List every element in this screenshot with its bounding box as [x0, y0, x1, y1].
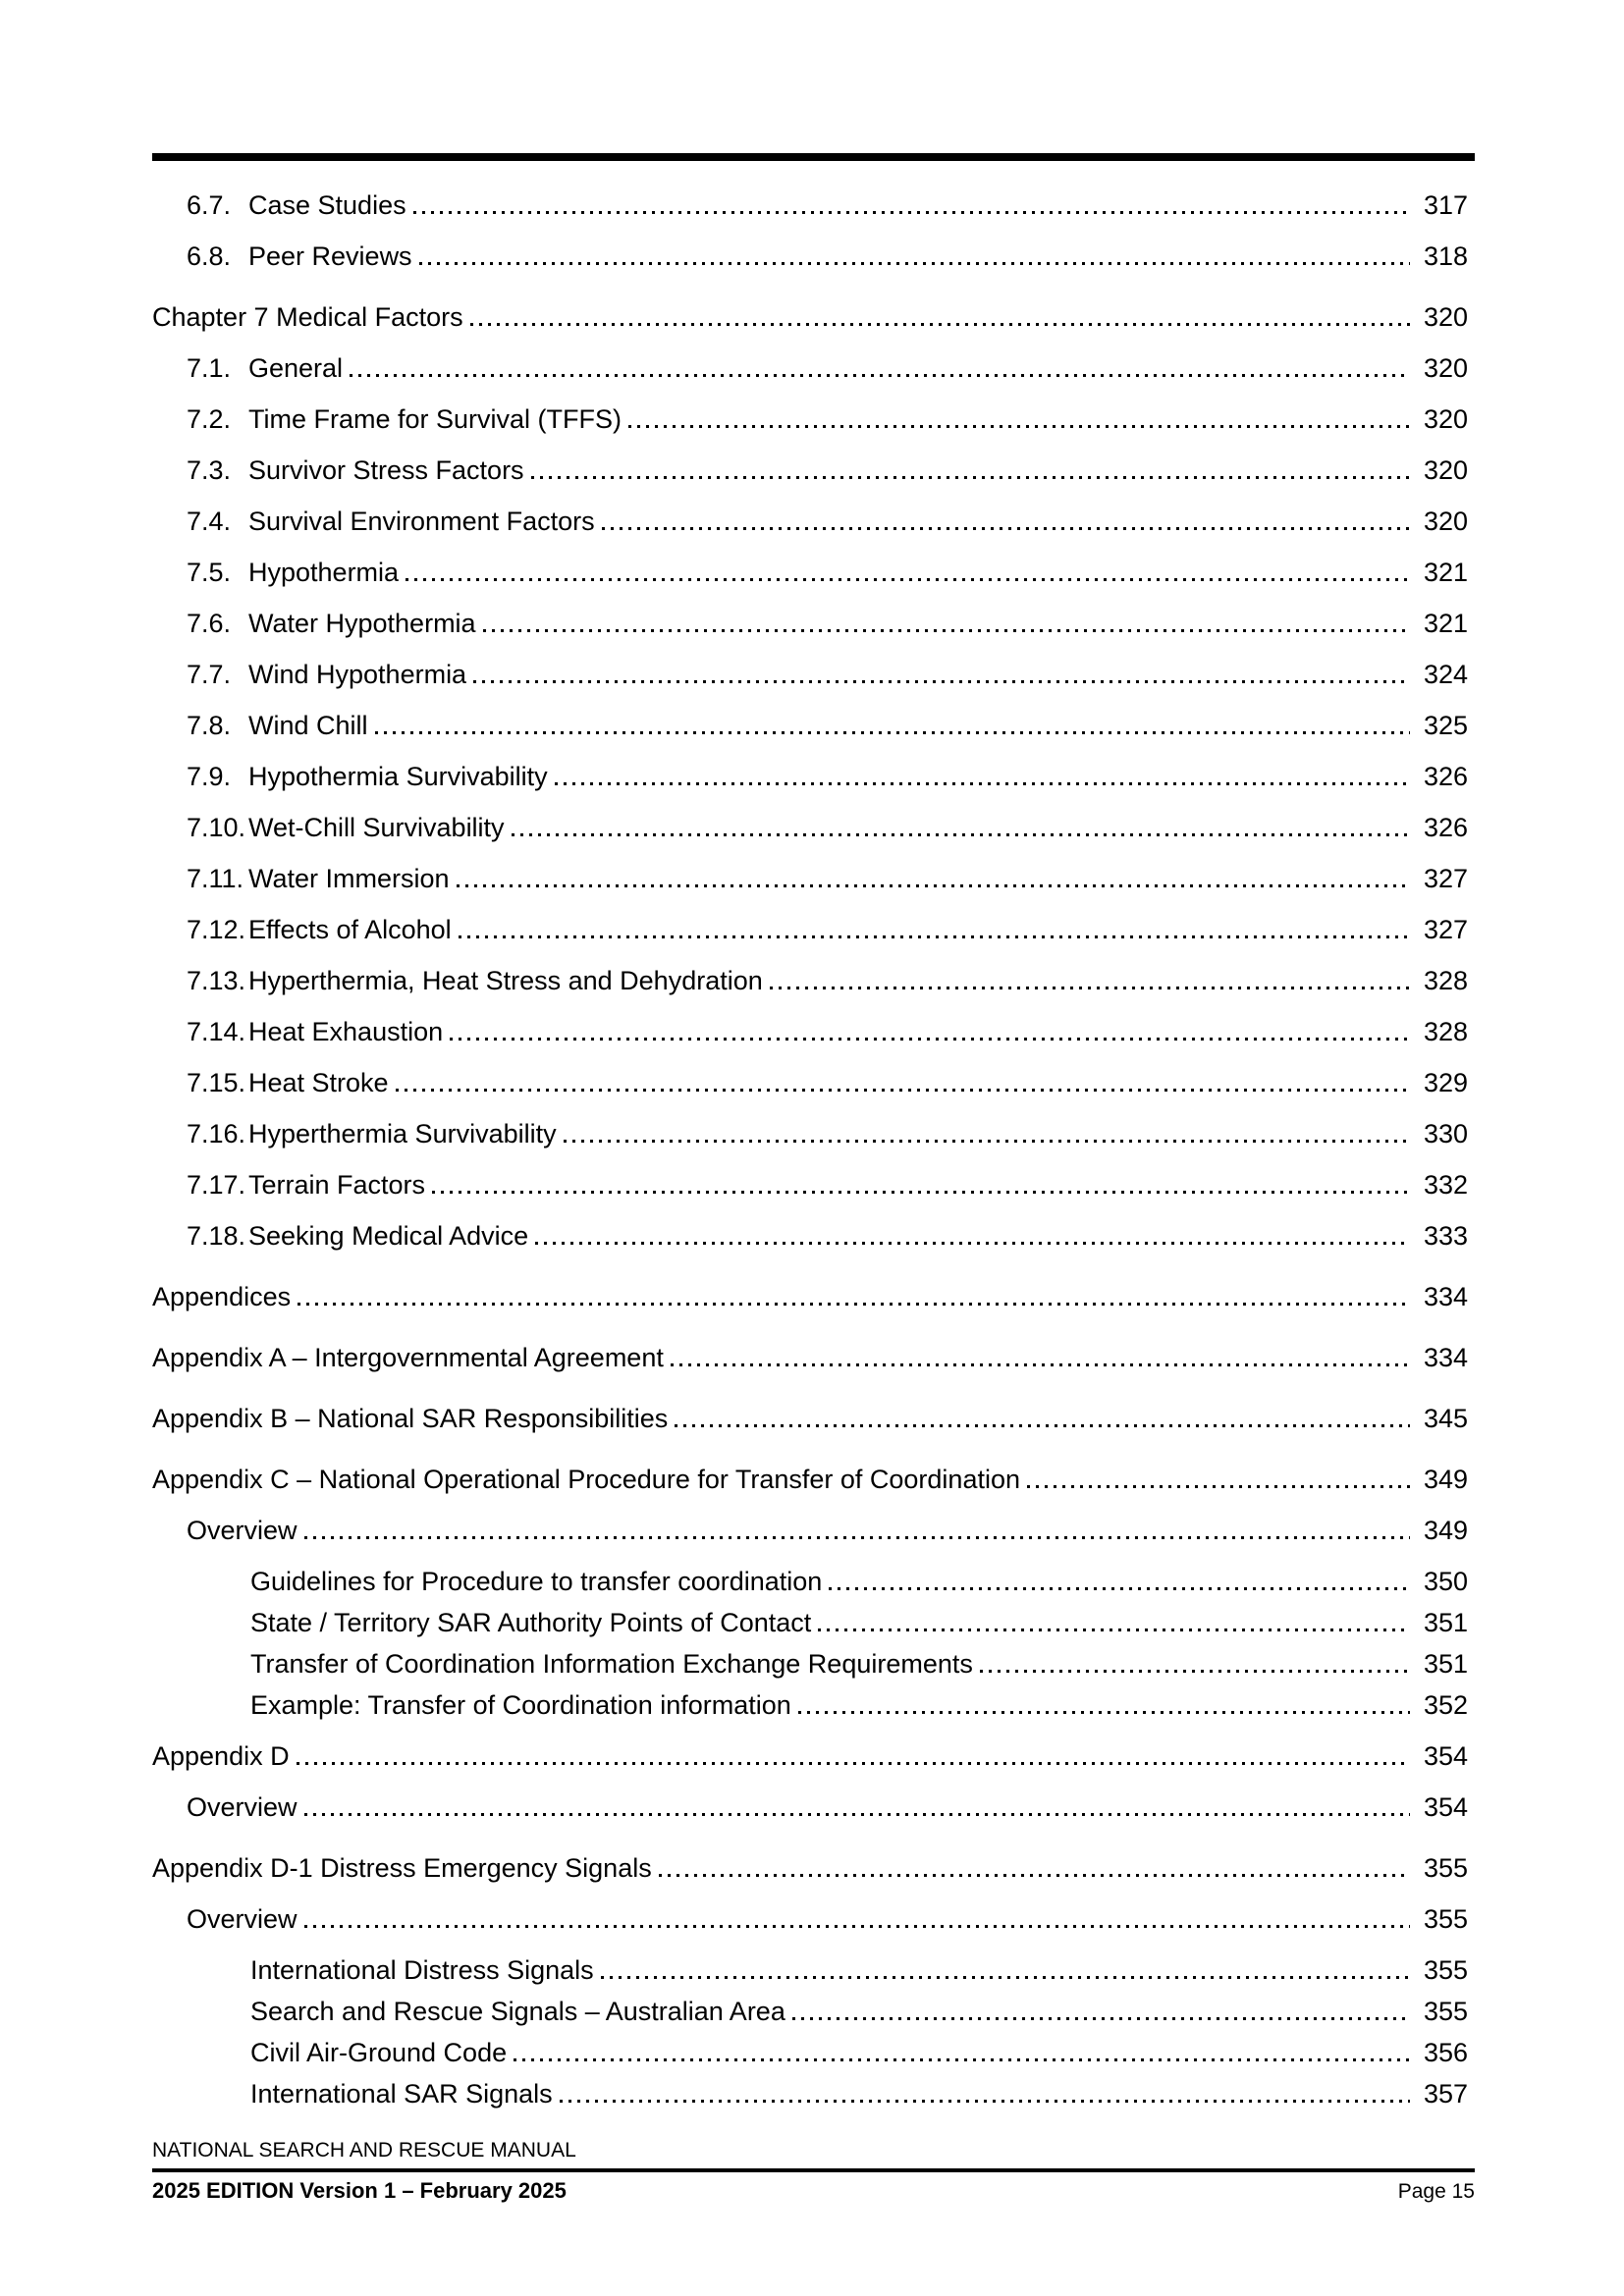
toc-entry[interactable]	[187, 240, 1468, 273]
toc-entry-page: 328	[1423, 1017, 1468, 1046]
toc-entry[interactable]	[187, 1118, 1468, 1150]
toc-entry[interactable]	[187, 1515, 1468, 1547]
toc-entry-page: 333	[1423, 1221, 1468, 1251]
toc-entry[interactable]	[187, 189, 1468, 222]
toc-entry-number: 7.8.	[187, 711, 232, 740]
toc-entry-number: 7.11.	[187, 864, 244, 893]
toc-entry-page: 317	[1423, 190, 1468, 220]
toc-entry-page: 327	[1423, 915, 1468, 944]
dot-leader	[297, 1762, 1410, 1765]
toc-entry-number: 7.7.	[187, 660, 232, 689]
dot-leader	[829, 1587, 1410, 1590]
footer-manual-title: NATIONAL SEARCH AND RESCUE MANUAL	[152, 2139, 576, 2162]
dot-leader	[514, 2058, 1410, 2061]
dot-leader	[675, 1424, 1410, 1427]
toc-entry[interactable]	[187, 1016, 1468, 1048]
toc-entry-label: Chapter 7 Medical Factors	[152, 302, 463, 332]
toc-entry-label: Heat Stroke	[248, 1068, 389, 1097]
toc-entry-label: Civil Air-Ground Code	[250, 2038, 508, 2067]
toc-entry-page: 355	[1423, 1853, 1468, 1883]
dot-leader	[659, 1874, 1410, 1877]
toc-entry-label: International Distress Signals	[250, 1955, 594, 1985]
toc-entry-number: 7.14.	[187, 1017, 246, 1046]
toc-entry-label: Search and Rescue Signals – Australian Area	[250, 1997, 785, 2026]
toc-entry-page: 354	[1423, 1741, 1468, 1771]
toc-entry[interactable]	[187, 965, 1468, 997]
toc-entry-number: 7.17.	[187, 1170, 246, 1200]
toc-entry-page: 320	[1423, 353, 1468, 383]
toc-entry-page: 318	[1423, 241, 1468, 271]
toc-entry[interactable]	[250, 1996, 1468, 2028]
toc-entry[interactable]	[152, 1852, 1468, 1885]
dot-leader	[406, 578, 1410, 581]
toc-entry[interactable]	[250, 2037, 1468, 2069]
toc-entry-number: 7.9.	[187, 762, 232, 791]
toc-entry-number: 7.2.	[187, 404, 232, 434]
toc-entry[interactable]	[187, 863, 1468, 895]
toc-entry-page: 351	[1423, 1649, 1468, 1679]
toc-entry[interactable]	[250, 1689, 1468, 1722]
toc-entry-label: Overview	[187, 1904, 298, 1934]
toc-entry[interactable]	[152, 1740, 1468, 1773]
dot-leader	[980, 1670, 1410, 1673]
toc-entry-page: 326	[1423, 762, 1468, 791]
toc-entry-label: Appendix A – Intergovernmental Agreement	[152, 1343, 664, 1372]
toc-entry[interactable]	[250, 1607, 1468, 1639]
toc-entry[interactable]	[187, 1067, 1468, 1099]
toc-entry-number: 7.10.	[187, 813, 246, 842]
toc-entry-page: 320	[1423, 302, 1468, 332]
toc-entry[interactable]	[152, 1281, 1468, 1313]
toc-entry[interactable]	[187, 454, 1468, 487]
page-footer	[152, 2138, 1475, 2204]
toc-entry-page: 355	[1423, 1904, 1468, 1934]
dot-leader	[483, 629, 1410, 632]
dot-leader	[304, 1813, 1410, 1816]
dot-leader	[602, 527, 1410, 530]
toc-entry-number: 7.16.	[187, 1119, 246, 1148]
toc-entry-label: Overview	[187, 1792, 298, 1822]
footer-edition-label: 2025 EDITION Version 1 – February 2025	[152, 2178, 567, 2203]
dot-leader	[818, 1629, 1410, 1631]
toc-entry-page: 325	[1423, 711, 1468, 740]
toc-entry-label: Appendices	[152, 1282, 292, 1311]
dot-leader	[798, 1711, 1410, 1714]
toc-entry-label: Seeking Medical Advice	[248, 1221, 529, 1251]
toc-entry-number: 7.6.	[187, 609, 232, 638]
footer-info-row	[152, 2178, 1475, 2204]
toc-entry-page: 355	[1423, 1997, 1468, 2026]
toc-entry[interactable]	[187, 403, 1468, 436]
toc-entry-number: 7.12.	[187, 915, 246, 944]
toc-entry-page: 324	[1423, 660, 1468, 689]
toc-entry-page: 329	[1423, 1068, 1468, 1097]
toc-entry-page: 327	[1423, 864, 1468, 893]
toc-entry-label: Survival Environment Factors	[248, 507, 595, 536]
footer-page-number: Page 15	[1397, 2180, 1475, 2203]
toc-entry-number: 7.1.	[187, 353, 232, 383]
dot-leader	[473, 680, 1410, 683]
toc-entry-page: 320	[1423, 455, 1468, 485]
toc-entry[interactable]	[187, 659, 1468, 691]
toc-entry-label: Water Hypothermia	[248, 609, 476, 638]
dot-leader	[457, 884, 1410, 887]
dot-leader	[560, 2100, 1410, 2103]
dot-leader	[396, 1089, 1410, 1092]
dot-leader	[531, 476, 1410, 479]
toc-entry-page: 355	[1423, 1955, 1468, 1985]
dot-leader	[601, 1976, 1410, 1979]
toc-entry-page: 354	[1423, 1792, 1468, 1822]
dot-leader	[432, 1191, 1410, 1194]
toc-entry[interactable]	[187, 557, 1468, 589]
toc-entry-label: Water Immersion	[248, 864, 450, 893]
toc-entry-page: 345	[1423, 1404, 1468, 1433]
toc-entry[interactable]	[187, 1791, 1468, 1824]
dot-leader	[419, 262, 1410, 265]
toc-entry-label: Wet-Chill Survivability	[248, 813, 505, 842]
toc-entry[interactable]	[152, 1342, 1468, 1374]
toc-entry-page: 330	[1423, 1119, 1468, 1148]
toc-entry-page: 356	[1423, 2038, 1468, 2067]
toc-entry[interactable]	[152, 301, 1468, 334]
toc-entry-label: Appendix D	[152, 1741, 290, 1771]
toc-entry-page: 326	[1423, 813, 1468, 842]
dot-leader	[470, 323, 1410, 326]
toc-entry-label: Appendix B – National SAR Responsibilities	[152, 1404, 669, 1433]
toc-entry-page: 350	[1423, 1567, 1468, 1596]
dot-leader	[792, 2017, 1410, 2020]
toc-entry-label: Heat Exhaustion	[248, 1017, 444, 1046]
toc-entry-page: 334	[1423, 1343, 1468, 1372]
toc-entry[interactable]	[187, 812, 1468, 844]
toc-entry-page: 321	[1423, 609, 1468, 638]
toc-entry-label: Wind Chill	[248, 711, 368, 740]
toc-entry[interactable]	[152, 1403, 1468, 1435]
toc-entry[interactable]	[187, 608, 1468, 640]
toc-entry-number: 7.18.	[187, 1221, 246, 1251]
toc-entry[interactable]	[187, 761, 1468, 793]
dot-leader	[564, 1140, 1410, 1143]
toc-entry[interactable]	[250, 1648, 1468, 1681]
toc-entry-label: International SAR Signals	[250, 2079, 553, 2109]
dot-leader	[628, 425, 1410, 428]
toc-list	[152, 189, 1468, 2119]
dot-leader	[413, 211, 1410, 214]
toc-entry-label: General	[248, 353, 344, 383]
toc-entry-number: 7.15.	[187, 1068, 246, 1097]
toc-entry-page: 349	[1423, 1465, 1468, 1494]
toc-entry-label: Appendix D-1 Distress Emergency Signals	[152, 1853, 652, 1883]
toc-entry-label: Example: Transfer of Coordination information	[250, 1690, 791, 1720]
toc-entry-label: Terrain Factors	[248, 1170, 426, 1200]
toc-entry-page: 334	[1423, 1282, 1468, 1311]
toc-entry[interactable]	[187, 506, 1468, 538]
dot-leader	[671, 1363, 1410, 1366]
dot-leader	[304, 1536, 1410, 1539]
dot-leader	[770, 987, 1410, 989]
toc-entry-label: Hypothermia Survivability	[248, 762, 548, 791]
toc-entry[interactable]	[250, 2078, 1468, 2110]
toc-entry[interactable]	[187, 914, 1468, 946]
toc-entry-label: Case Studies	[248, 190, 406, 220]
footer-rule	[152, 2168, 1475, 2172]
toc-entry-label: Time Frame for Survival (TFFS)	[248, 404, 623, 434]
toc-entry-label: Hyperthermia Survivability	[248, 1119, 557, 1148]
toc-entry-page: 328	[1423, 966, 1468, 995]
toc-entry-page: 351	[1423, 1608, 1468, 1637]
toc-entry[interactable]	[250, 1954, 1468, 1987]
toc-entry[interactable]	[187, 710, 1468, 742]
toc-entry-page: 320	[1423, 404, 1468, 434]
toc-entry-number: 7.13.	[187, 966, 246, 995]
toc-entry-page: 357	[1423, 2079, 1468, 2109]
toc-entry-label: Hyperthermia, Heat Stress and Dehydration	[248, 966, 763, 995]
toc-entry[interactable]	[187, 1903, 1468, 1936]
toc-entry-label: Hypothermia	[248, 558, 400, 587]
toc-entry-label: Peer Reviews	[248, 241, 412, 271]
dot-leader	[304, 1925, 1410, 1928]
dot-leader	[459, 935, 1410, 938]
toc-entry-label: Wind Hypothermia	[248, 660, 467, 689]
toc-entry[interactable]	[187, 1220, 1468, 1253]
toc-entry-label: Overview	[187, 1516, 298, 1545]
toc-entry[interactable]	[250, 1566, 1468, 1598]
toc-entry-label: Survivor Stress Factors	[248, 455, 524, 485]
dot-leader	[1027, 1485, 1410, 1488]
toc-entry-number: 7.5.	[187, 558, 232, 587]
header-rule	[152, 153, 1475, 161]
toc-entry-page: 349	[1423, 1516, 1468, 1545]
dot-leader	[450, 1038, 1410, 1041]
toc-entry-number: 7.3.	[187, 455, 232, 485]
dot-leader	[512, 833, 1410, 836]
toc-entry-number: 6.7.	[187, 190, 232, 220]
toc-entry-label: Guidelines for Procedure to transfer coordination	[250, 1567, 823, 1596]
toc-entry[interactable]	[187, 1169, 1468, 1201]
toc-entry-label: State / Territory SAR Authority Points of Contact	[250, 1608, 812, 1637]
toc-entry-page: 332	[1423, 1170, 1468, 1200]
toc-entry[interactable]	[152, 1464, 1468, 1496]
toc-entry-label: Appendix C – National Operational Procedure for Transfer of Coordination	[152, 1465, 1020, 1494]
dot-leader	[375, 731, 1410, 734]
toc-entry-label: Transfer of Coordination Information Exchange Requirements	[250, 1649, 973, 1679]
toc-entry-page: 321	[1423, 558, 1468, 587]
toc-entry-number: 6.8.	[187, 241, 232, 271]
toc-entry-label: Effects of Alcohol	[248, 915, 452, 944]
dot-leader	[535, 1242, 1410, 1245]
toc-entry-number: 7.4.	[187, 507, 232, 536]
dot-leader	[298, 1303, 1410, 1306]
dot-leader	[350, 374, 1410, 377]
toc-entry[interactable]	[187, 352, 1468, 385]
dot-leader	[555, 782, 1410, 785]
toc-entry-page: 352	[1423, 1690, 1468, 1720]
toc-entry-page: 320	[1423, 507, 1468, 536]
